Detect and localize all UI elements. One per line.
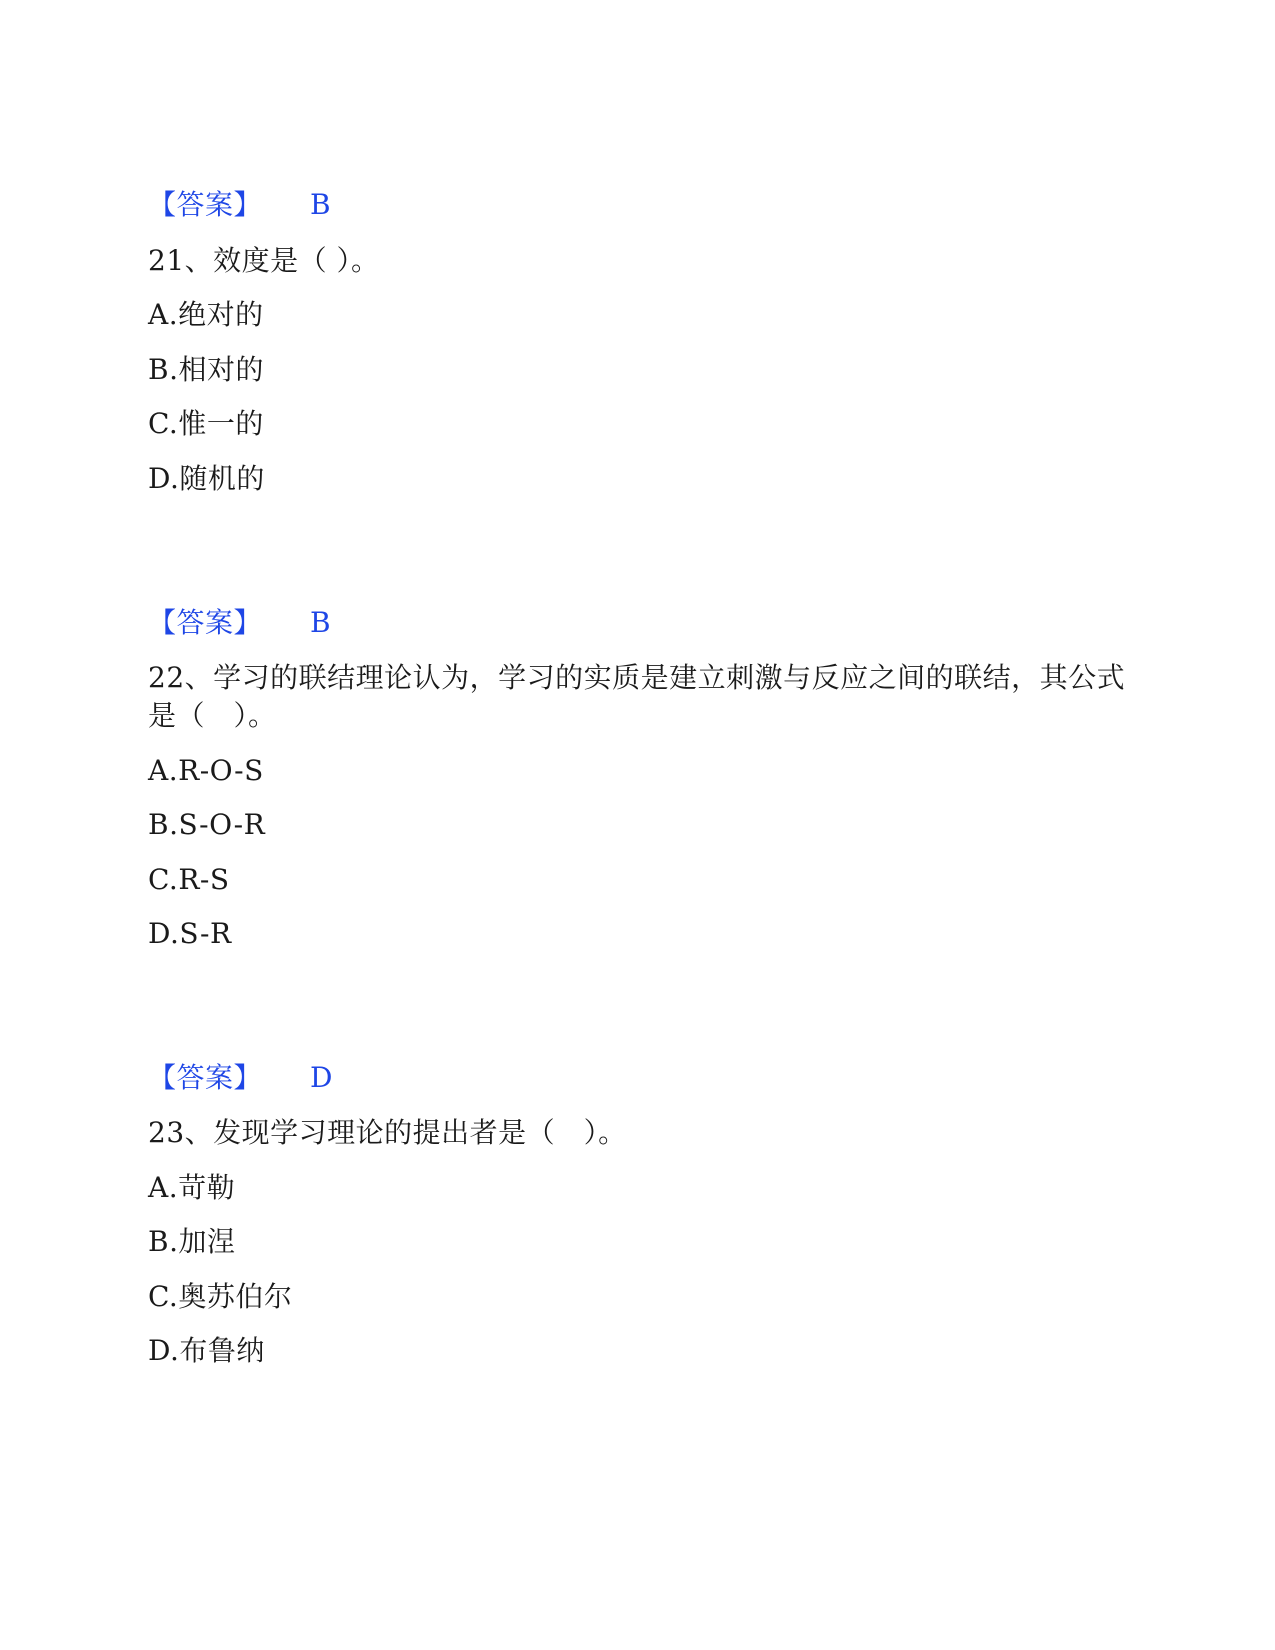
question-21-option-a: A.绝对的 [148,298,264,331]
question-22-option-a: A.R-O-S [148,754,264,787]
answer-line-21 [148,606,331,640]
question-23-option-a: A.苛勒 [148,1171,236,1204]
answer-line-22 [148,1061,333,1095]
question-23-option-d: D.布鲁纳 [148,1334,265,1367]
question-21-option-c: C.惟一的 [148,407,264,440]
question-22-option-c: C.R-S [148,863,230,896]
question-23-stem: 23、发现学习理论的提出者是（ ）。 [148,1116,627,1149]
answer-value: D [310,1061,333,1094]
question-22-option-b: B.S-O-R [148,808,266,841]
answer-label: 【答案】 [148,188,263,221]
question-21-option-b: B.相对的 [148,353,264,386]
answer-line-prev [148,188,331,222]
question-22-option-d: D.S-R [148,917,232,950]
answer-value: B [310,188,332,221]
question-23-option-c: C.奥苏伯尔 [148,1280,293,1313]
answer-value: B [310,606,332,639]
question-21-option-d: D.随机的 [148,462,265,495]
answer-label: 【答案】 [148,1061,263,1094]
answer-label: 【答案】 [148,606,263,639]
question-23-option-b: B.加涅 [148,1225,236,1258]
question-22-stem: 22、学习的联结理论认为，学习的实质是建立刺激与反应之间的联结，其公式是（ ）。 [148,661,1126,732]
question-21-stem: 21、效度是（ ）。 [148,244,380,277]
